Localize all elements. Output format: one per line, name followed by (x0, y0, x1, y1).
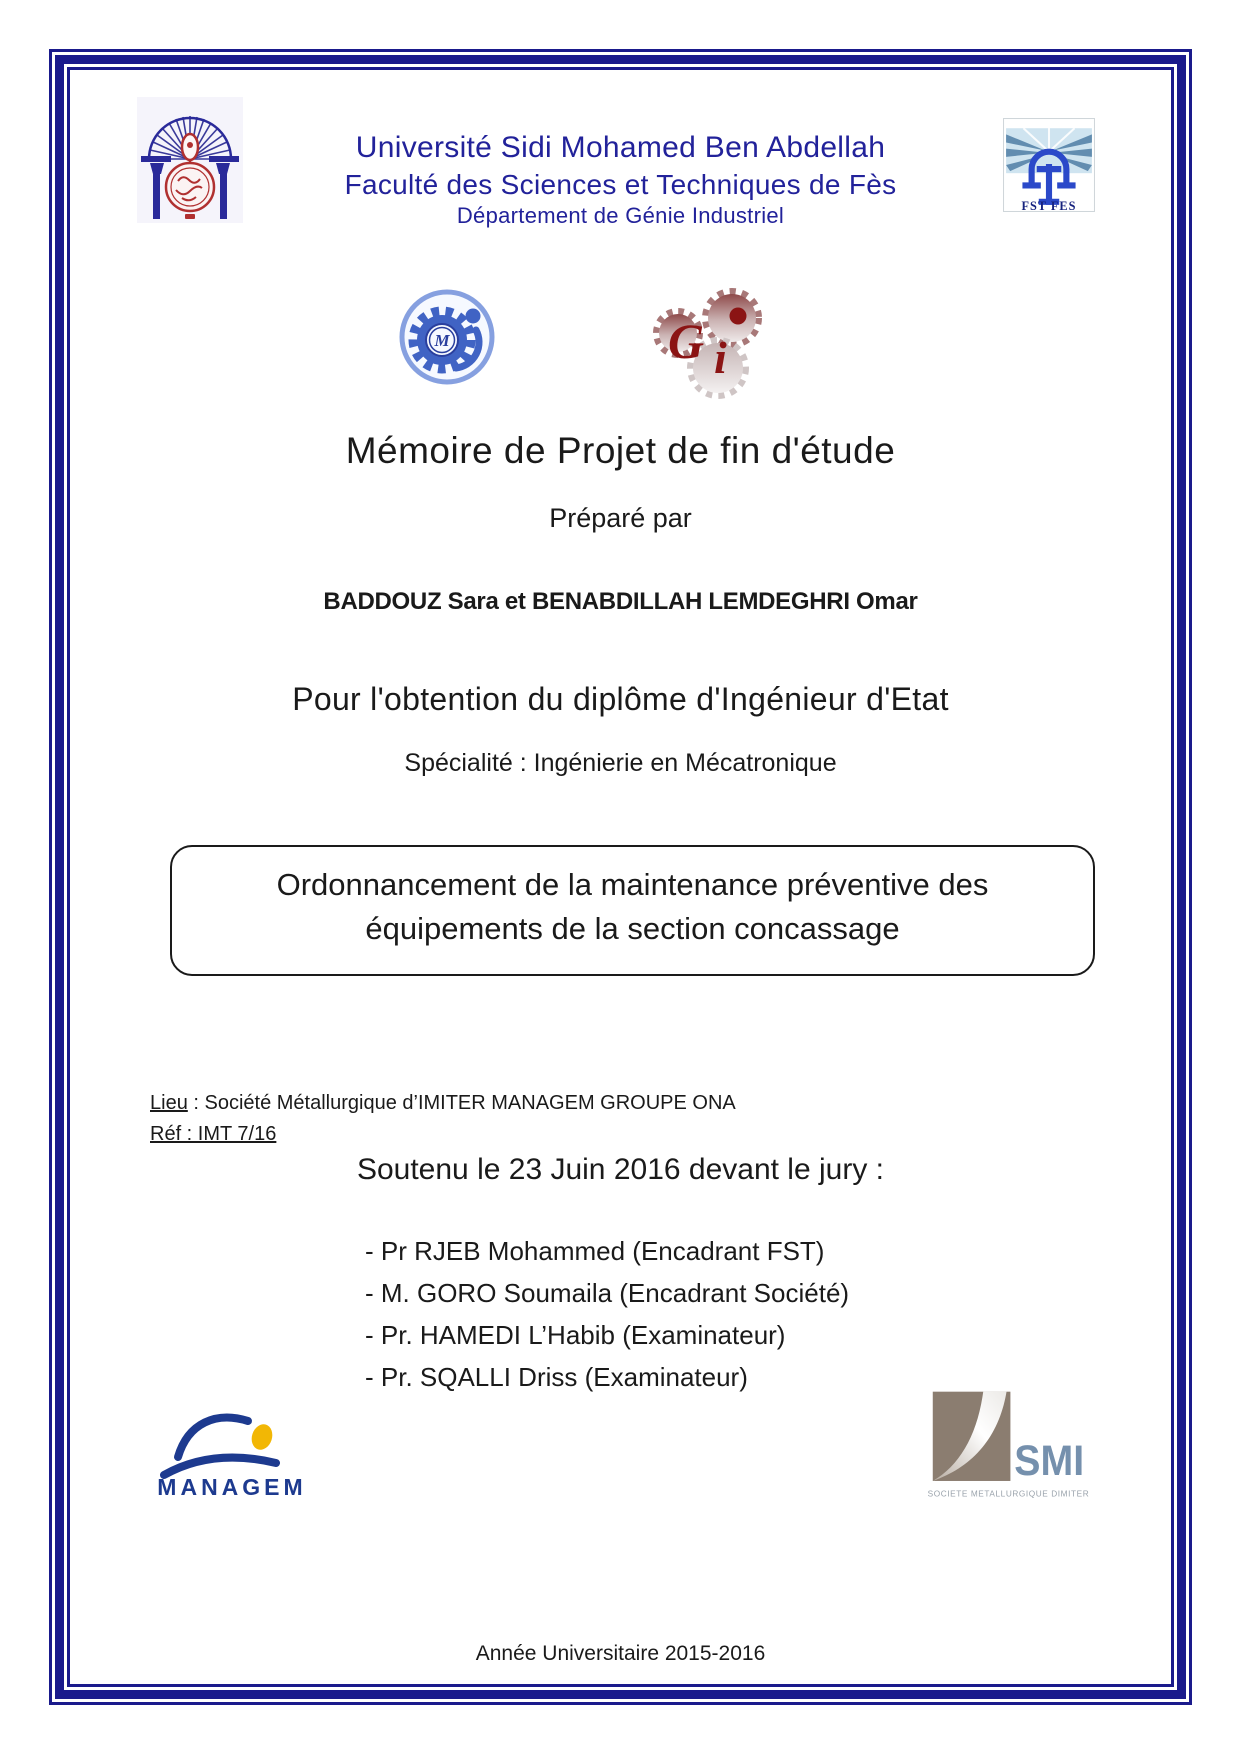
defense-date-line: Soutenu le 23 Juin 2016 devant le jury : (356, 1153, 885, 1186)
subject-title-box (170, 845, 1095, 976)
header-faculty: Faculté des Sciences et Techniques de Fès (344, 169, 897, 200)
prepared-by-label: Préparé par (549, 503, 692, 533)
header-department: Département de Génie Industriel (456, 203, 785, 228)
diploma-line: Pour l'obtention du diplôme d'Ingénieur d'Etat (292, 681, 949, 717)
smi-wordmark: SMI (1014, 1437, 1085, 1486)
jury-list (365, 1230, 849, 1398)
genie-industriel-gi-logo-icon (648, 278, 770, 404)
fst-fes-caption: FST FES (1021, 198, 1077, 212)
jury-member: - Pr. HAMEDI L’Habib (Examinateur) (365, 1320, 786, 1350)
lieu-value: : Société Métallurgique d’IMITER MANAGEM GROUPE ONA (187, 1092, 736, 1114)
specialty-line: Spécialité : Ingénierie en Mécatronique (404, 749, 837, 777)
location-reference-block (150, 1088, 736, 1150)
managem-logo-icon (150, 1393, 315, 1501)
smi-caption: SOCIETE METALLURGIQUE DIMITER (927, 1489, 1090, 1499)
header-university: Université Sidi Mohamed Ben Abdellah (355, 131, 886, 164)
mecatronique-gear-logo-icon (398, 288, 496, 386)
authors-names: BADDOUZ Sara et BENABDILLAH LEMDEGHRI Omar (323, 588, 918, 615)
gi-logo-letter-i: i (714, 332, 727, 383)
gear-logo-m-monogram: M (434, 331, 450, 350)
academic-year: Année Universitaire 2015-2016 (475, 1642, 766, 1665)
jury-member: - Pr RJEB Mohammed (Encadrant FST) (365, 1236, 825, 1266)
jury-member: - M. GORO Soumaila (Encadrant Société) (365, 1278, 850, 1308)
managem-wordmark: MANAGEM (157, 1474, 307, 1500)
lieu-label: Lieu (150, 1092, 188, 1114)
subject-title: Ordonnancement de la maintenance préventive des équipements de la section concassage (276, 867, 989, 946)
jury-member: - Pr. SQALLI Driss (Examinateur) (365, 1362, 748, 1392)
lieu-line (150, 1088, 736, 1119)
memoir-title: Mémoire de Projet de fin d'étude (345, 430, 896, 471)
gi-logo-letter-g: G (668, 313, 705, 369)
ref-line: Réf : IMT 7/16 (150, 1123, 277, 1145)
smi-logo-icon (925, 1388, 1090, 1506)
